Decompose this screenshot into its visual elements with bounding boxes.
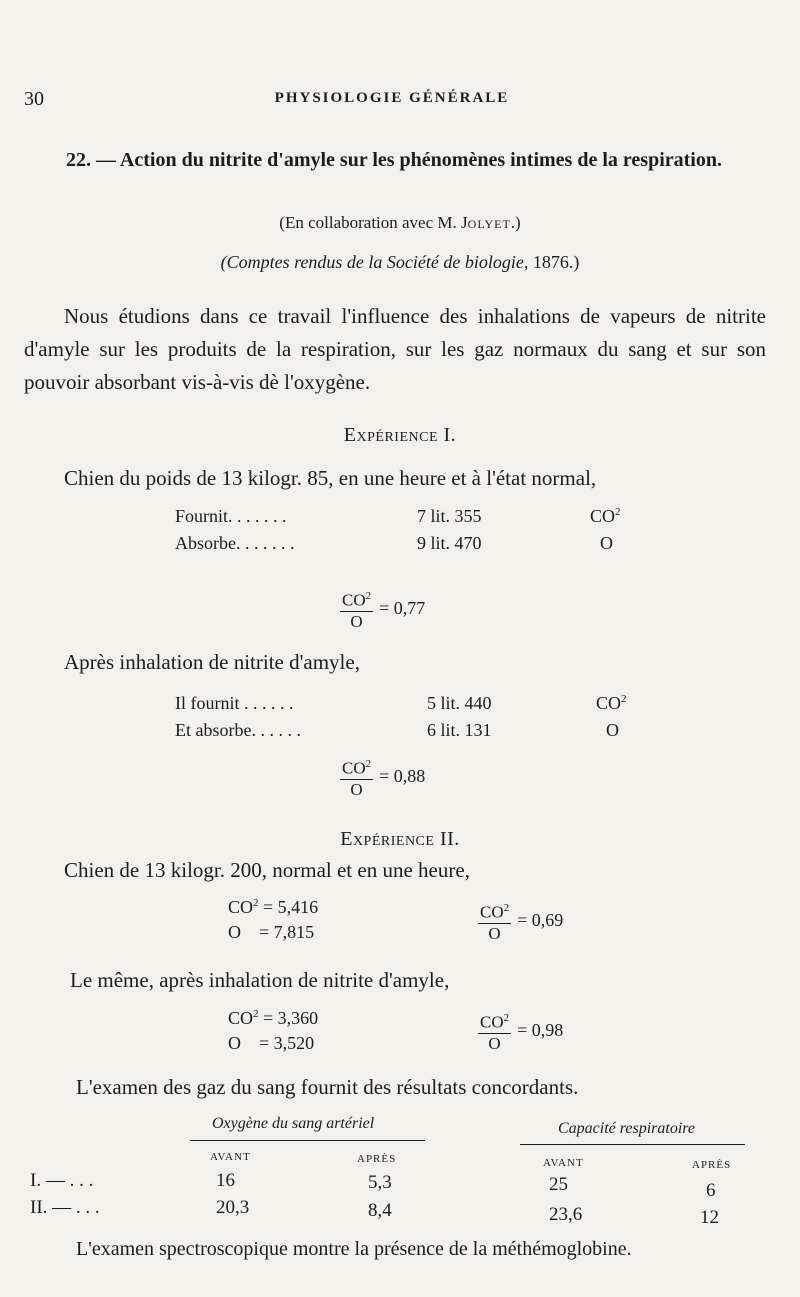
- table-sub-apres: APRÈS: [357, 1153, 397, 1165]
- table-sub-avant: AVANT: [543, 1157, 584, 1169]
- exp1-row-gas: $CO^2$: [590, 506, 621, 526]
- collaboration-line: (En collaboration avec M. JOLYET.): [279, 213, 521, 232]
- exp2-o-after: O = 3,520: [228, 1033, 315, 1053]
- experience-2-heading: EXPÉRIENCE II.: [340, 828, 460, 850]
- table-row-label: I. — . . .: [30, 1170, 94, 1191]
- experience-1-intro: Chien du poids de 13 kilogr. 85, en une heure et à l'état normal,: [64, 466, 597, 490]
- table-sub-apres: APRÈS: [692, 1159, 732, 1171]
- table-col1-head: Oxygène du sang artériel: [212, 1115, 375, 1132]
- exp1-row-gas: O: [600, 533, 613, 553]
- exp2-ratio: $\frac{CO^2}{O}$ = 0,69: [478, 898, 563, 944]
- source-line: (Comptes rendus de la Société de biologie, 1876.): [220, 252, 580, 272]
- running-head: [24, 88, 760, 112]
- exp1-after-row-value: 6 lit. 131: [427, 720, 492, 740]
- exp1-after-row-label: Il fournit . . . . . .: [175, 693, 294, 713]
- experience-2-after: Le même, après inhalation de nitrite d'amyle,: [70, 968, 450, 992]
- exp2-after-ratio: $\frac{CO^2}{O}$ = 0,98: [478, 1008, 563, 1054]
- exp2-co2: $CO^2 = 5,416$: [228, 897, 319, 917]
- exp1-ratio: $\frac{CO^2}{O}$ = 0,77: [340, 586, 425, 632]
- table-col2-rule: [520, 1144, 745, 1145]
- table-col1-rule: [190, 1140, 425, 1141]
- table-cell: 23,6: [549, 1204, 583, 1225]
- article-title: 22. — Action du nitrite d'amyle sur les phénomènes intimes de la respiration.: [66, 149, 722, 171]
- table-row-label: II. — . . .: [30, 1197, 100, 1218]
- intro-paragraph: Nous étudions dans ce travail l'influence des inhalations de vapeurs de nitrite d'amyle sur les produits de la respiration, sur les gaz normaux du sang et sur son pouvoir absorbant vis-à-vis dè l'oxygène.: [24, 304, 766, 394]
- page-number: 30: [24, 88, 44, 110]
- table-cell: 6: [706, 1180, 716, 1201]
- table-cell: 16: [216, 1170, 235, 1191]
- closing-sentence: L'examen spectroscopique montre la présence de la méthémoglobine.: [76, 1238, 632, 1260]
- experience-2-intro: Chien de 13 kilogr. 200, normal et en une heure,: [64, 858, 470, 882]
- exp1-after-row-value: 5 lit. 440: [427, 693, 492, 713]
- table-cell: 20,3: [216, 1197, 250, 1218]
- experience-1-after: Après inhalation de nitrite d'amyle,: [64, 650, 360, 674]
- exp2-o: O = 7,815: [228, 922, 315, 942]
- exp1-after-row-gas: $CO^2$: [596, 693, 627, 713]
- running-title: PHYSIOLOGIE GÉNÉRALE: [274, 90, 510, 106]
- exp1-after-ratio: $\frac{CO^2}{O}$ = 0,88: [340, 754, 425, 800]
- table-cell: 8,4: [368, 1200, 392, 1221]
- table-col2-head: Capacité respiratoire: [558, 1120, 696, 1137]
- exp1-row-label: Absorbe. . . . . . .: [175, 533, 295, 553]
- table-cell: 5,3: [368, 1172, 392, 1193]
- table-cell: 12: [700, 1207, 719, 1228]
- blood-intro: L'examen des gaz du sang fournit des résultats concordants.: [76, 1075, 579, 1099]
- table-cell: 25: [549, 1174, 568, 1195]
- table-sub-avant: AVANT: [210, 1151, 251, 1163]
- exp1-row-value: 7 lit. 355: [417, 506, 482, 526]
- exp1-row-label: Fournit. . . . . . .: [175, 506, 287, 526]
- exp1-after-row-gas: O: [606, 720, 619, 740]
- exp2-co2-after: $CO^2 = 3,360$: [228, 1008, 319, 1028]
- experience-1-heading: EXPÉRIENCE I.: [343, 424, 457, 446]
- exp1-after-row-label: Et absorbe. . . . . .: [175, 720, 301, 740]
- exp1-row-value: 9 lit. 470: [417, 533, 482, 553]
